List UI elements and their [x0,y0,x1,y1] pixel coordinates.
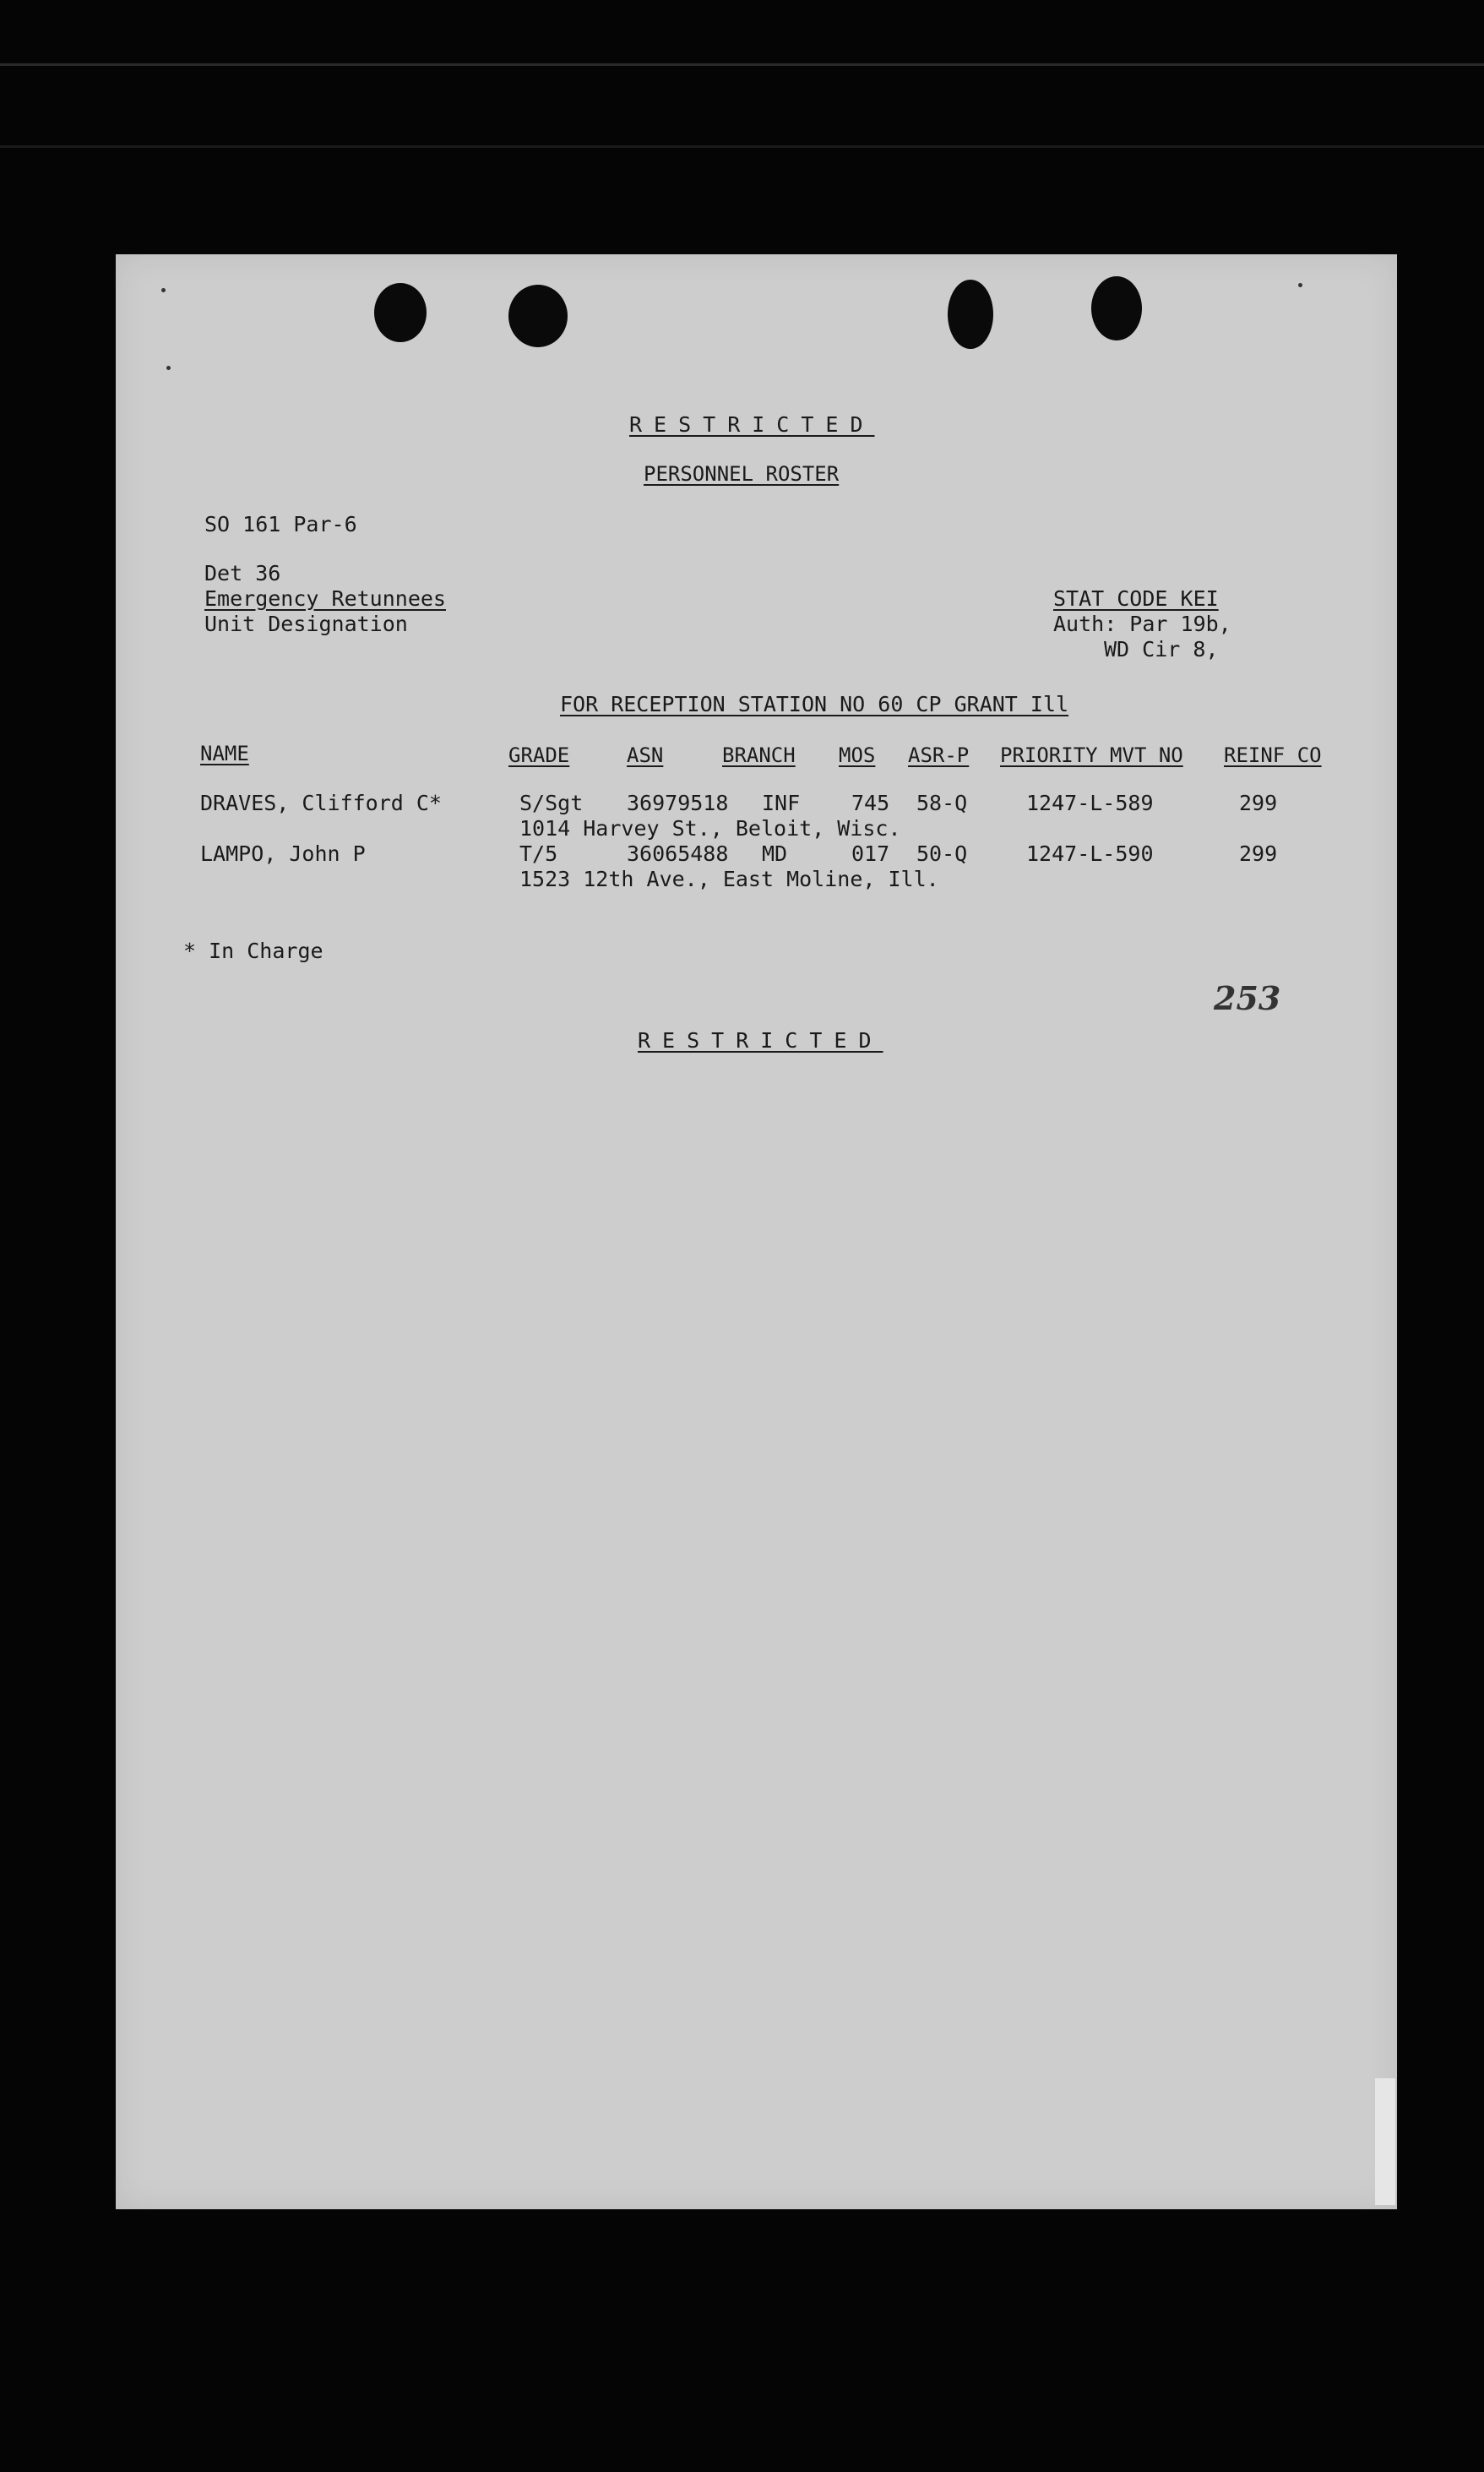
column-header-asn: ASN [627,743,664,767]
film-strip-top [0,63,1484,66]
row-mos: 745 [851,791,890,815]
row-reinf: 299 [1239,791,1278,815]
row-reinf: 299 [1239,841,1278,866]
row-grade: S/Sgt [519,791,584,815]
paper-speck [161,288,166,292]
column-header-asr: ASR-P [908,743,970,767]
row-mos: 017 [851,841,890,866]
row-address: 1523 12th Ave., East Moline, Ill. [519,867,939,891]
order-reference: SO 161 Par-6 [204,512,357,536]
row-name: DRAVES, Clifford C* [200,791,442,815]
page-number: 253 [1214,979,1281,1017]
column-header-mos: MOS [839,743,876,767]
authority-line-2: WD Cir 8, [1104,637,1219,662]
footnote: * In Charge [183,939,323,963]
restricted-header: RESTRICTED [629,412,875,437]
punch-hole [508,285,568,347]
paper-speck [1298,283,1302,287]
row-priority: 1247-L-590 [1026,841,1154,866]
punch-hole [1091,276,1142,340]
unit-name: Emergency Retunnees [204,586,446,611]
row-asr: 50-Q [916,841,968,866]
film-strip-line [0,145,1484,148]
column-header-name: NAME [200,742,249,765]
row-name: LAMPO, John P [200,841,366,866]
stat-code: STAT CODE KEI [1053,586,1219,611]
column-header-priority: PRIORITY MVT NO [1000,743,1183,767]
row-asr: 58-Q [916,791,968,815]
detachment: Det 36 [204,561,281,585]
paper-edge [1375,2078,1395,2205]
authority-line-1: Auth: Par 19b, [1053,612,1231,636]
row-address: 1014 Harvey St., Beloit, Wisc. [519,816,901,841]
document-page [116,254,1397,2209]
row-branch: INF [762,791,801,815]
column-header-grade: GRADE [508,743,570,767]
document-title: PERSONNEL ROSTER [644,462,840,486]
row-priority: 1247-L-589 [1026,791,1154,815]
paper-speck [166,366,171,370]
row-asn: 36065488 [627,841,729,866]
punch-hole [374,283,427,342]
restricted-footer: RESTRICTED [638,1028,883,1053]
punch-hole [948,280,993,349]
unit-designation-label: Unit Designation [204,612,408,636]
row-asn: 36979518 [627,791,729,815]
row-branch: MD [762,841,788,866]
column-header-branch: BRANCH [722,743,796,767]
column-header-reinf: REINF CO [1224,743,1322,767]
row-grade: T/5 [519,841,558,866]
destination-line: FOR RECEPTION STATION NO 60 CP GRANT Ill [560,692,1069,716]
